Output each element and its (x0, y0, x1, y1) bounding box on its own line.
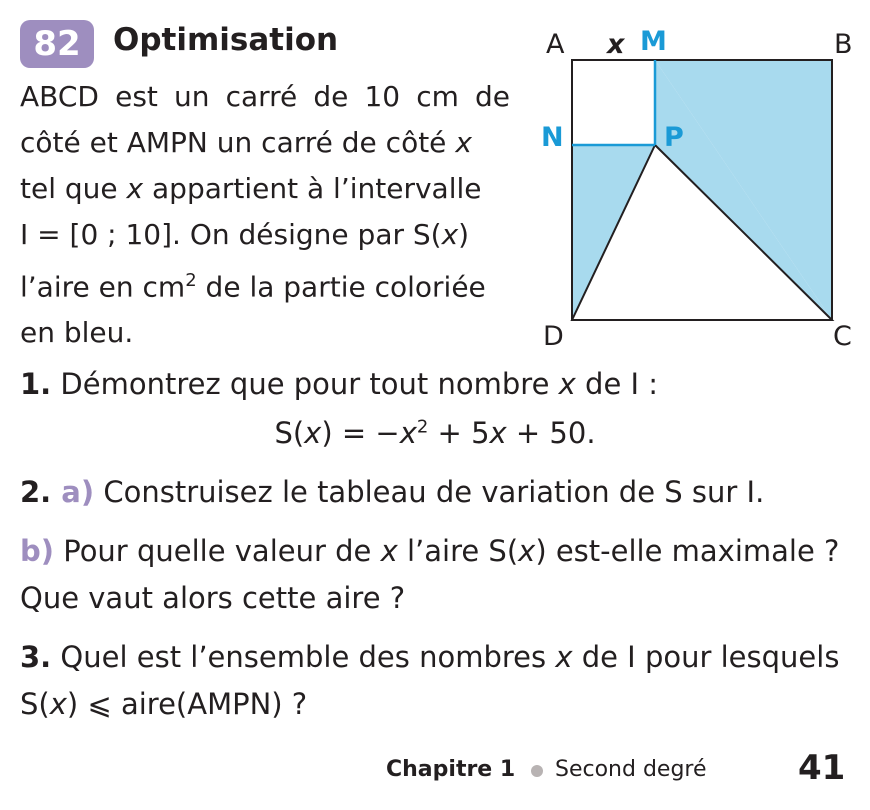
intro-paragraph (20, 74, 510, 356)
intro-line-3 (20, 166, 510, 212)
label-C: C (833, 321, 852, 352)
variable-x: x (49, 687, 67, 721)
question-3-line-2 (20, 687, 307, 721)
variable-x: x (441, 218, 459, 251)
label-B: B (834, 29, 853, 60)
intro-text: de la partie coloriée (196, 270, 486, 304)
question-text: Démontrez que pour tout nombre (51, 367, 559, 401)
question-text: de I : (575, 367, 659, 401)
footer-section: Second degré (555, 757, 707, 782)
intro-line-1: ABCD est un carré de 10 cm de (20, 80, 510, 113)
intro-line-5 (20, 258, 510, 310)
intro-text: appartient à l’intervalle (143, 172, 482, 205)
variable-x: x (380, 534, 398, 568)
intro-text: tel que (20, 172, 127, 205)
intro-text: l’aire en cm (20, 270, 186, 304)
label-P: P (664, 122, 684, 153)
question-text: Pour quelle valeur de (54, 534, 381, 568)
question-text: Quel est l’ensemble des nombres (51, 640, 556, 674)
sub-question-label: a) (51, 475, 95, 509)
footer-chapter: Chapitre 1 (386, 757, 516, 782)
label-N: N (541, 122, 564, 153)
label-D: D (543, 321, 564, 352)
question-2b-line-2: Que vaut alors cette aire ? (20, 581, 406, 615)
question-text: l’aire S( (397, 534, 519, 568)
question-number: 3. (20, 640, 52, 674)
question-text: ) ⩽ aire(AMPN) ? (66, 687, 308, 721)
question-text: de I pour lesquels (572, 640, 840, 674)
question-3 (20, 640, 839, 674)
question-text: S( (20, 687, 50, 721)
question-2a (20, 475, 764, 509)
formula-S (0, 416, 870, 450)
question-number: 1. (20, 367, 52, 401)
intro-line-4 (20, 212, 510, 258)
label-x: x (607, 29, 625, 60)
question-2b (20, 534, 839, 568)
question-number: 2. (20, 475, 52, 509)
variable-x: x (518, 534, 536, 568)
variable-x: x (126, 172, 144, 205)
formula-part: + 5 (428, 416, 490, 450)
exercise-number: 82 (33, 24, 81, 64)
variable-x: x (489, 416, 507, 450)
intro-text: I = [0 ; 10]. On désigne par S( (20, 218, 442, 251)
question-text: ) est-elle maximale ? (535, 534, 840, 568)
superscript: 2 (185, 270, 197, 291)
square-figure (520, 20, 865, 355)
formula-part: + 50. (506, 416, 596, 450)
superscript: 2 (416, 416, 429, 438)
sub-question-label: b) (20, 534, 55, 568)
variable-x: x (558, 367, 576, 401)
intro-text: ) (458, 218, 470, 251)
question-1 (20, 367, 658, 401)
question-text: Construisez le tableau de variation de S sur I. (94, 475, 765, 509)
variable-x: x (555, 640, 573, 674)
formula-part: ) = − (321, 416, 400, 450)
formula-part: S( (274, 416, 305, 450)
exercise-number-badge (20, 20, 94, 68)
intro-text: côté et AMPN un carré de côté (20, 126, 456, 159)
intro-line-2 (20, 120, 510, 166)
exercise-title: Optimisation (113, 22, 339, 58)
footer-separator-dot (531, 765, 543, 777)
label-A: A (546, 29, 565, 60)
variable-x: x (455, 126, 472, 159)
intro-line-6: en bleu. (20, 316, 134, 350)
variable-x: x (304, 416, 322, 450)
label-M: M (640, 26, 667, 57)
variable-x: x (399, 416, 417, 450)
page-number: 41 (798, 748, 846, 788)
